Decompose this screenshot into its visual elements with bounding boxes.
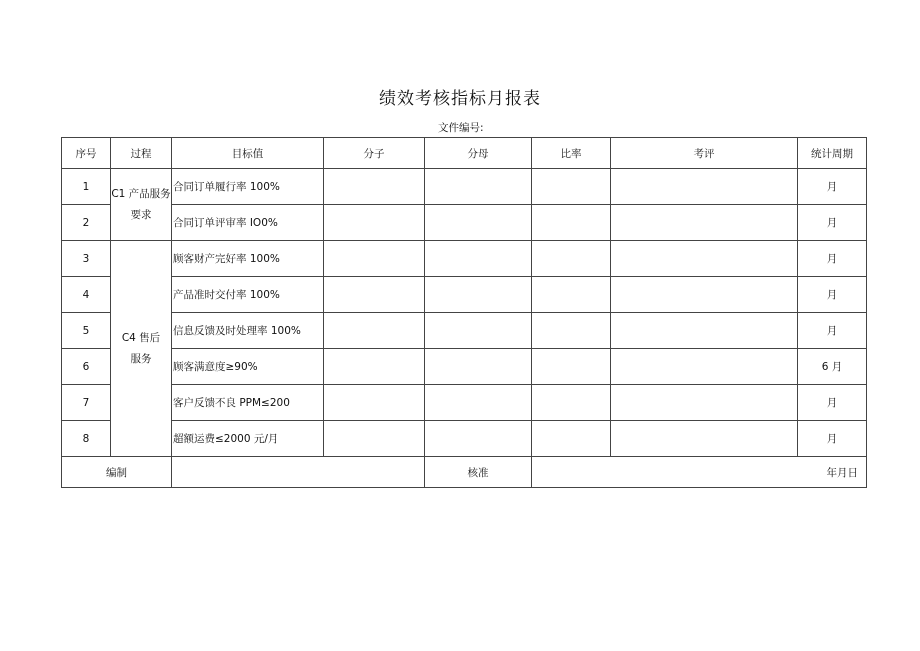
ratio-cell[interactable] [532,241,611,277]
target-value: 合同订单评审率 IO0% [172,205,324,241]
row-number: 6 [62,349,111,385]
process-name: C4 售后 [121,331,161,344]
table-row [62,277,867,313]
denominator-cell[interactable] [425,313,532,349]
ratio-cell[interactable] [532,277,611,313]
footer-row [62,457,867,488]
period-cell: 月 [798,385,867,421]
period-cell: 月 [798,277,867,313]
evaluation-cell[interactable] [611,205,798,241]
header-cell: 考评 [611,138,798,169]
header-cell: 目标值 [172,138,324,169]
target-value: 顾客满意度≥90% [172,349,324,385]
target-value: 信息反馈及时处理率 100% [172,313,324,349]
prepared-label: 编制 [62,457,172,488]
evaluation-cell[interactable] [611,349,798,385]
table-row [62,169,867,205]
prepared-signature-cell[interactable] [172,457,425,488]
period-cell: 月 [798,241,867,277]
report-title: 绩效考核指标月报表 [379,89,541,109]
denominator-cell[interactable] [425,421,532,457]
ratio-cell[interactable] [532,349,611,385]
denominator-cell[interactable] [425,241,532,277]
row-number: 3 [62,241,111,277]
numerator-cell[interactable] [324,385,425,421]
period-cell: 月 [798,205,867,241]
target-value: 产品准时交付率 100% [172,277,324,313]
process-name: 服务 [130,352,152,365]
process-name: C1 产品服务 [111,187,171,200]
denominator-cell[interactable] [425,169,532,205]
header-cell: 序号 [62,138,111,169]
date-cell[interactable]: 年月日 [532,457,867,488]
evaluation-cell[interactable] [611,277,798,313]
header-cell: 分母 [425,138,532,169]
table-row [62,349,867,385]
numerator-cell[interactable] [324,205,425,241]
row-number: 5 [62,313,111,349]
ratio-cell[interactable] [532,313,611,349]
ratio-cell[interactable] [532,205,611,241]
period-cell: 月 [798,169,867,205]
header-row [62,138,867,169]
header-cell: 比率 [532,138,611,169]
denominator-cell[interactable] [425,205,532,241]
process-cell [111,169,172,241]
numerator-cell[interactable] [324,169,425,205]
row-number: 7 [62,385,111,421]
target-value: 客户反馈不良 PPM≤200 [172,385,324,421]
period-cell: 月 [798,421,867,457]
row-number: 1 [62,169,111,205]
evaluation-cell[interactable] [611,313,798,349]
evaluation-cell[interactable] [611,169,798,205]
header-cell: 过程 [111,138,172,169]
numerator-cell[interactable] [324,277,425,313]
target-value: 超额运费≤2000 元/月 [172,421,324,457]
period-cell: 6 月 [798,349,867,385]
table-row [62,205,867,241]
approved-label: 核准 [425,457,532,488]
table-row [62,241,867,277]
evaluation-cell[interactable] [611,385,798,421]
process-name: 要求 [130,208,152,221]
kpi-table [61,137,867,488]
evaluation-cell[interactable] [611,421,798,457]
denominator-cell[interactable] [425,277,532,313]
numerator-cell[interactable] [324,421,425,457]
doc-number-label: 文件编号: [438,122,484,134]
denominator-cell[interactable] [425,385,532,421]
evaluation-cell[interactable] [611,241,798,277]
ratio-cell[interactable] [532,169,611,205]
ratio-cell[interactable] [532,385,611,421]
target-value: 顾客财产完好率 100% [172,241,324,277]
table-row [62,313,867,349]
numerator-cell[interactable] [324,241,425,277]
table-row [62,385,867,421]
denominator-cell[interactable] [425,349,532,385]
ratio-cell[interactable] [532,421,611,457]
header-cell: 分子 [324,138,425,169]
header-cell: 统计周期 [798,138,867,169]
row-number: 2 [62,205,111,241]
row-number: 8 [62,421,111,457]
target-value: 合同订单履行率 100% [172,169,324,205]
process-cell [111,241,172,457]
table-row [62,421,867,457]
numerator-cell[interactable] [324,313,425,349]
row-number: 4 [62,277,111,313]
period-cell: 月 [798,313,867,349]
numerator-cell[interactable] [324,349,425,385]
